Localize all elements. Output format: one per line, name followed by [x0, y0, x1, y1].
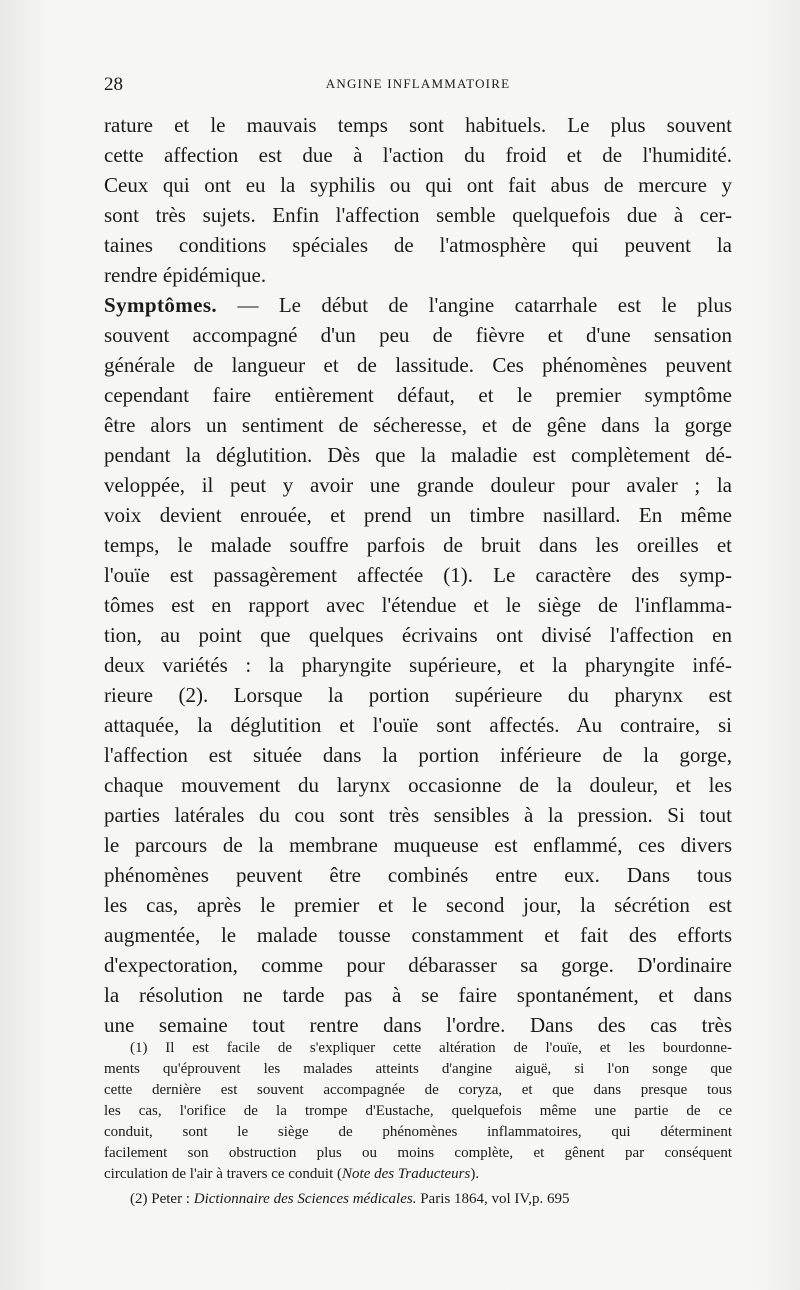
footnote-1-end: ). — [470, 1166, 480, 1182]
section-heading: Symptômes. — [104, 293, 218, 317]
footnote-1-line: ments qu'éprouvent les malades atteints d'angine aiguë, si l'on songe que — [104, 1061, 732, 1077]
text-line: rieure (2). Lorsque la portion supérieure du pharynx est — [104, 683, 732, 707]
text-line: une semaine tout rentre dans l'ordre. Dans des cas très — [104, 1013, 732, 1037]
footnotes — [104, 1038, 732, 1210]
text-line: cependant faire entièrement défaut, et le premier symptôme — [104, 383, 732, 407]
running-title: ANGINE INFLAMMATOIRE — [325, 76, 511, 91]
text-line: pendant la déglutition. Dès que la maladie est complètement dé- — [104, 443, 732, 467]
text-line: tômes est en rapport avec l'étendue et le siège de l'inflamma- — [104, 593, 732, 617]
text-line: d'expectoration, comme pour débarasser sa gorge. D'ordinaire — [104, 953, 732, 977]
text-line: veloppée, il peut y avoir une grande douleur pour avaler ; la — [104, 473, 732, 497]
text-line: l'ouïe est passagèrement affectée (1). Le caractère des symp- — [104, 563, 732, 587]
footnote-1-text: circulation de l'air à travers ce conduit ( — [104, 1166, 343, 1182]
text-line: attaquée, la déglutition et l'ouïe sont affectés. Au contraire, si — [104, 713, 732, 737]
text-line: parties latérales du cou sont très sensibles à la pression. Si tout — [104, 803, 732, 827]
text-line: rendre épidémique. — [104, 263, 267, 287]
text-line: chaque mouvement du larynx occasionne de la douleur, et les — [104, 773, 732, 797]
page-header — [104, 74, 732, 102]
footnote-1-line: facilement son obstruction plus ou moins complète, et gênent par conséquent — [104, 1145, 732, 1161]
footnote-1-line: conduit, sont le siège de phénomènes inflammatoires, qui déterminent — [104, 1124, 732, 1140]
footnote-1-line: (1) Il est facile de s'expliquer cette altération de l'ouïe, et les bourdonne- — [130, 1040, 732, 1056]
text-line: le parcours de la membrane muqueuse est enflammé, ces divers — [104, 833, 732, 857]
text-line: souvent accompagné d'un peu de fièvre et d'une sensation — [104, 323, 732, 347]
text-line: sont très sujets. Enfin l'affection semble quelquefois due à cer- — [104, 203, 732, 227]
footnote-2-end: Paris 1864, vol IV,p. 695 — [416, 1191, 570, 1207]
footnote-1-translators-note: Note des Traducteurs — [342, 1166, 471, 1182]
text-line: temps, le malade souffre parfois de bruit dans les oreilles et — [104, 533, 732, 557]
text-line: être alors un sentiment de sécheresse, et de gêne dans la gorge — [104, 413, 732, 437]
footnote-2-prefix: (2) Peter : — [130, 1191, 194, 1207]
text-line: Ceux qui ont eu la syphilis ou qui ont fait abus de mercure y — [104, 173, 732, 197]
text-line: les cas, après le premier et le second jour, la sécrétion est — [104, 893, 732, 917]
text-line: taines conditions spéciales de l'atmosphère qui peuvent la — [104, 233, 732, 257]
text-line: deux variétés : la pharyngite supérieure, et la pharyngite infé- — [104, 653, 732, 677]
text-line: cette affection est due à l'action du froid et de l'humidité. — [104, 143, 732, 167]
footnote-1-line: les cas, l'orifice de la trompe d'Eustache, quelquefois même une partie de ce — [104, 1103, 732, 1119]
text-line: générale de langueur et de lassitude. Ces phénomènes peuvent — [104, 353, 732, 377]
text-line: augmentée, le malade tousse constamment et fait des efforts — [104, 923, 732, 947]
footnote-2 — [104, 1189, 732, 1210]
text-line: voix devient enrouée, et prend un timbre nasillard. En même — [104, 503, 732, 527]
text-line: rature et le mauvais temps sont habituels. Le plus souvent — [104, 113, 732, 137]
footnote-2-title: Dictionnaire des Sciences médicales. — [193, 1191, 417, 1207]
text-line: la résolution ne tarde pas à se faire spontanément, et dans — [104, 983, 732, 1007]
text-line: phénomènes peuvent être combinés entre eux. Dans tous — [104, 863, 732, 887]
footnote-1-line: cette dernière est souvent accompagnée de coryza, et que dans presque tous — [104, 1082, 732, 1098]
body-text — [104, 110, 732, 1040]
footnote-1-last-line — [104, 1164, 732, 1185]
section-first-line-text: — Le début de l'angine catarrhale est le plus — [217, 293, 732, 317]
section-first-line — [104, 290, 732, 320]
page-number: 28 — [104, 74, 123, 95]
text-line: l'affection est située dans la portion inférieure de la gorge, — [104, 743, 732, 767]
text-line: tion, au point que quelques écrivains ont divisé l'affection en — [104, 623, 732, 647]
